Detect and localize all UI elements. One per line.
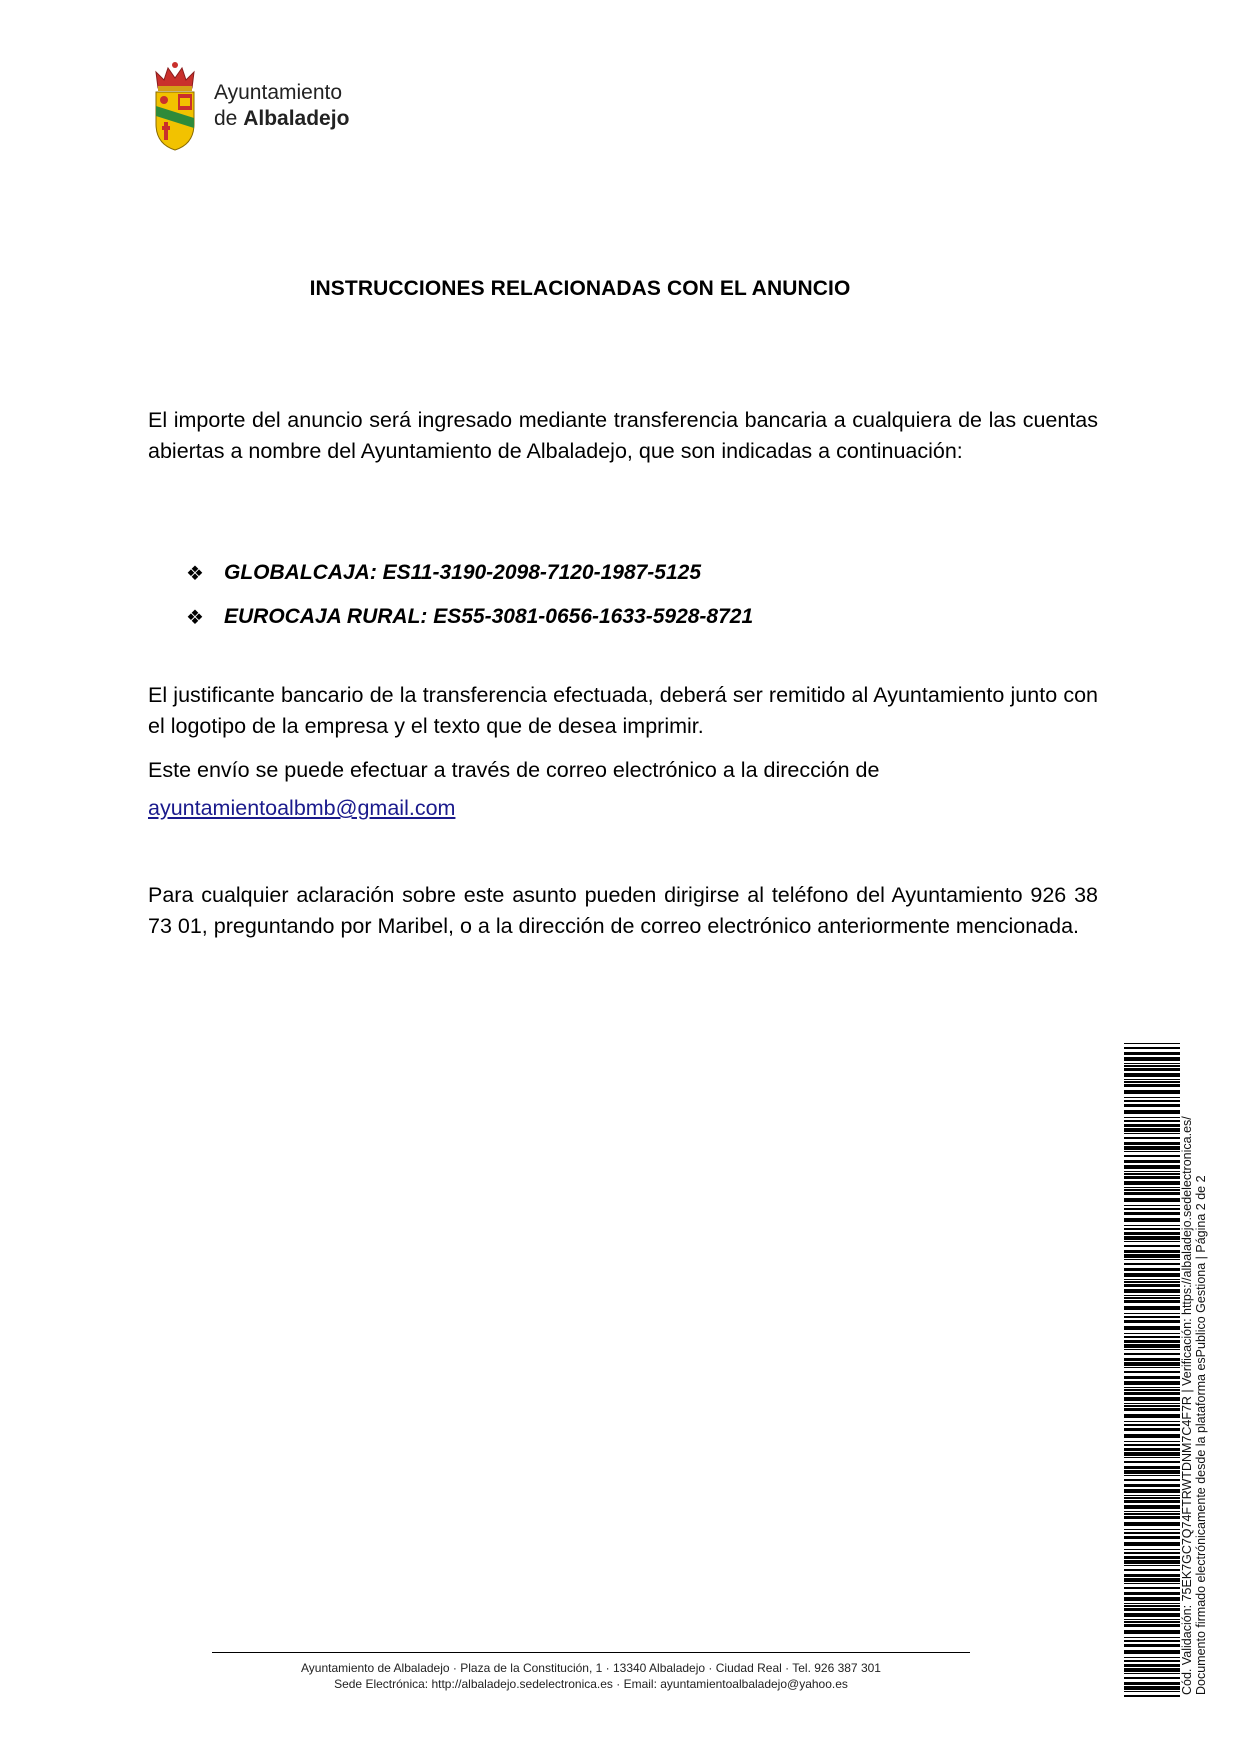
footer — [212, 1660, 970, 1692]
aclaracion-paragraph: Para cualquier aclaración sobre este asunto pueden dirigirse al teléfono del Ayuntamiento 926 38 73 01, preguntando por Maribel, o a la dirección de correo electrónico anteriormente mencionada. — [148, 883, 1098, 938]
diamond-bullet-icon: ❖ — [186, 562, 204, 585]
account-text: EUROCAJA RURAL: ES55-3081-0656-1633-5928-8721 — [224, 605, 754, 628]
account-list — [186, 551, 753, 639]
list-item — [186, 595, 753, 639]
signature-note: Documento firmado electrónicamente desde la plataforma esPublico Gestiona | Página 2 de 2 — [1194, 1175, 1208, 1695]
org-name — [214, 80, 349, 132]
org-name-town: Albaladejo — [243, 107, 350, 130]
validation-code: Cód. Validación: 75EK7GC7Q74FTRWTDNM7C4F7R | Verificación: https://albaladejo.sedelectronica.es/ — [1180, 1116, 1194, 1695]
page-title: INSTRUCCIONES RELACIONADAS CON EL ANUNCIO — [309, 277, 851, 300]
org-name-line1: Ayuntamiento — [214, 81, 343, 104]
barcode-icon — [1124, 1043, 1180, 1698]
coat-of-arms-icon — [150, 58, 200, 154]
org-name-line2 — [214, 106, 349, 132]
footer-divider — [212, 1652, 970, 1653]
envio-paragraph: Este envío se puede efectuar a través de correo electrónico a la dirección de — [148, 758, 880, 782]
header-logo — [150, 58, 410, 158]
list-item — [186, 551, 753, 595]
footer-contact: Sede Electrónica: http://albaladejo.sedelectronica.es · Email: ayuntamientoalbaladejo@yahoo.es — [334, 1677, 848, 1691]
intro-paragraph: El importe del anuncio será ingresado mediante transferencia bancaria a cualquiera de las cuentas abiertas a nombre del Ayuntamiento de Albaladejo, que son indicadas a continuación: — [148, 408, 1098, 463]
validation-sidebar — [1180, 1035, 1208, 1695]
org-name-prefix: de — [214, 107, 238, 130]
footer-address: Ayuntamiento de Albaladejo · Plaza de la Constitución, 1 · 13340 Albaladejo · Ciudad Real · Tel. 926 387 301 — [301, 1661, 881, 1675]
email-link[interactable]: ayuntamientoalbmb@gmail.com — [148, 796, 456, 820]
justificante-paragraph: El justificante bancario de la transferencia efectuada, deberá ser remitido al Ayuntamiento junto con el logotipo de la empresa y el texto que de desea imprimir. — [148, 683, 1098, 738]
account-text: GLOBALCAJA: ES11-3190-2098-7120-1987-5125 — [224, 561, 702, 584]
diamond-bullet-icon: ❖ — [186, 606, 204, 629]
